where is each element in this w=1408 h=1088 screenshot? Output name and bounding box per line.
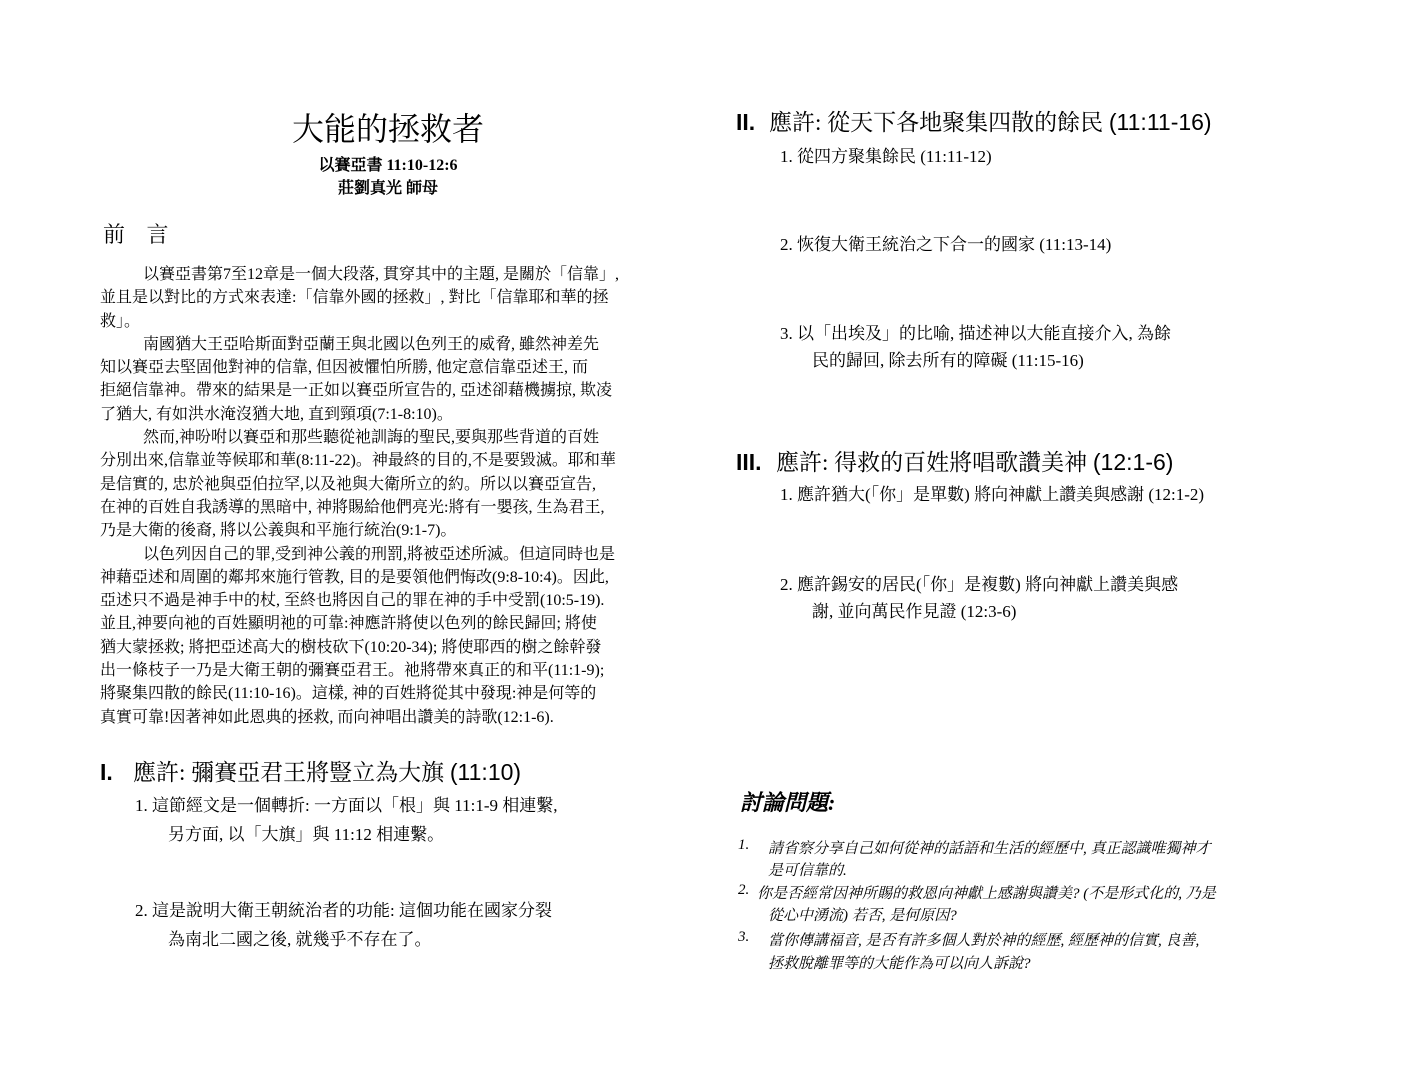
question-3-line-1: 當你傳講福音, 是否有許多個人對於神的經歷, 經歷神的信實, 良善, [768, 933, 1200, 949]
section-1-item-1-line-1: 1. 這節經文是一個轉折: 一方面以「根」與 11:1-9 相連繫, [135, 796, 558, 815]
section-2-item-1: 1. 從四方聚集餘民 (11:11-12) [780, 147, 992, 166]
question-2-number: 2. [738, 882, 750, 898]
intro-line: 以賽亞書第7至12章是一個大段落, 貫穿其中的主題, 是關於「信靠」, [143, 266, 620, 283]
intro-line: 猶大蒙拯救; 將把亞述高大的樹枝砍下(10:20-34); 將使耶西的樹之餘幹發 [100, 638, 602, 656]
section-2-heading: II. 應許: 從天下各地聚集四散的餘民 (11:11-16) [736, 109, 1212, 135]
question-2-line-2: 從心中湧流) 若否, 是何原因? [768, 908, 957, 924]
intro-line: 以色列因自己的罪,受到神公義的刑罰,將被亞述所滅。但這同時也是 [143, 545, 616, 563]
page-title: 大能的拯救者 [291, 111, 484, 147]
intro-line: 南國猶大王亞哈斯面對亞蘭王與北國以色列王的威脅, 雖然神差先 [143, 335, 600, 353]
question-1-number: 1. [738, 837, 750, 853]
section-3-item-2-line-1: 2. 應許錫安的居民(「你」是複數) 將向神獻上讚美與感 [780, 575, 1179, 594]
section-1-heading: I. 應許: 彌賽亞君王將豎立為大旗 (11:10) [100, 759, 522, 785]
intro-line: 並且是以對比的方式來表達:「信靠外國的拯救」, 對比「信靠耶和華的拯 [100, 289, 609, 307]
intro-line: 救」。 [100, 312, 141, 330]
section-2-item-2: 2. 恢復大衛王統治之下合一的國家 (11:13-14) [780, 235, 1112, 254]
intro-line: 並且,神要向祂的百姓顯明祂的可靠:神應許將使以色列的餘民歸回; 將使 [100, 615, 597, 633]
intro-line: 亞述只不過是神手中的杖, 至終也將因自己的罪在神的手中受罰(10:5-19). [100, 592, 605, 610]
intro-line: 真實可靠!因著神如此恩典的拯救, 而向神唱出讚美的詩歌(12:1-6). [100, 708, 554, 726]
discussion-heading: 討論問題: [740, 790, 836, 815]
question-2-line-1: 你是否經常因神所賜的救恩向神獻上感謝與讚美? (不是形式化的, 乃是 [757, 886, 1216, 902]
section-1-item-2-line-2: 為南北二國之後, 就幾乎不存在了。 [168, 930, 432, 949]
question-3-line-2: 拯救脫離罪等的大能作為可以向人訴說? [768, 956, 1031, 972]
intro-line: 乃是大衛的後裔, 將以公義與和平施行統治(9:1-7)。 [100, 522, 457, 540]
section-1-item-2-line-1: 2. 這是說明大衛王朝統治者的功能: 這個功能在國家分裂 [135, 901, 552, 920]
intro-line: 是信實的, 忠於祂與亞伯拉罕,以及祂與大衛所立的約。所以以賽亞宣告, [100, 475, 597, 493]
intro-line: 了猶大, 有如洪水淹沒猶大地, 直到頸項(7:1-8:10)。 [100, 405, 453, 423]
section-3-item-1: 1. 應許猶大(「你」是單數) 將向神獻上讚美與感謝 (12:1-2) [780, 485, 1205, 504]
intro-line: 然而,神吩咐以賽亞和那些聽從祂訓誨的聖民,要與那些背道的百姓 [143, 429, 600, 447]
intro-line: 分別出來,信靠並等候耶和華(8:11-22)。神最終的目的,不是要毀滅。耶和華 [100, 452, 616, 470]
intro-line: 神藉亞述和周圍的鄰邦來施行管教, 目的是要領他們悔改(9:8-10:4)。因此, [100, 568, 609, 586]
intro-line: 在神的百姓自我誘導的黑暗中, 神將賜給他們亮光:將有一嬰孩, 生為君王, [100, 498, 605, 516]
section-1-item-1-line-2: 另方面, 以「大旗」與 11:12 相連繫。 [168, 825, 445, 844]
section-2-item-3-line-2: 民的歸回, 除去所有的障礙 (11:15-16) [812, 351, 1084, 370]
question-1-line-2: 是可信靠的. [768, 863, 847, 879]
scripture-reference: 以賽亞書 11:10-12:6 [318, 157, 458, 174]
intro-text [100, 263, 680, 729]
intro-line: 知以賽亞去堅固他對神的信靠, 但因被懼怕所勝, 他定意信靠亞述王, 而 [100, 359, 589, 377]
author: 莊劉真光 師母 [337, 180, 438, 197]
intro-heading: 前 言 [103, 222, 177, 247]
intro-line: 出一條枝子一乃是大衛王朝的彌賽亞君王。祂將帶來真正的和平(11:1-9); [100, 662, 605, 680]
question-1-line-1: 請省察分享自己如何從神的話語和生活的經歷中, 真正認識唯獨神才 [768, 841, 1211, 857]
intro-line: 將聚集四散的餘民(11:10-16)。這樣, 神的百姓將從其中發現:神是何等的 [100, 685, 597, 703]
section-3-item-2-line-2: 謝, 並向萬民作見證 (12:3-6) [812, 602, 1017, 621]
section-3-heading: III. 應許: 得救的百姓將唱歌讚美神 (12:1-6) [736, 449, 1174, 475]
intro-line: 拒絕信靠神。帶來的結果是一正如以賽亞所宣告的, 亞述卻藉機擄掠, 欺凌 [100, 382, 613, 400]
section-2-item-3-line-1: 3. 以「出埃及」的比喻, 描述神以大能直接介入, 為餘 [780, 324, 1171, 343]
question-3-number: 3. [738, 929, 750, 945]
